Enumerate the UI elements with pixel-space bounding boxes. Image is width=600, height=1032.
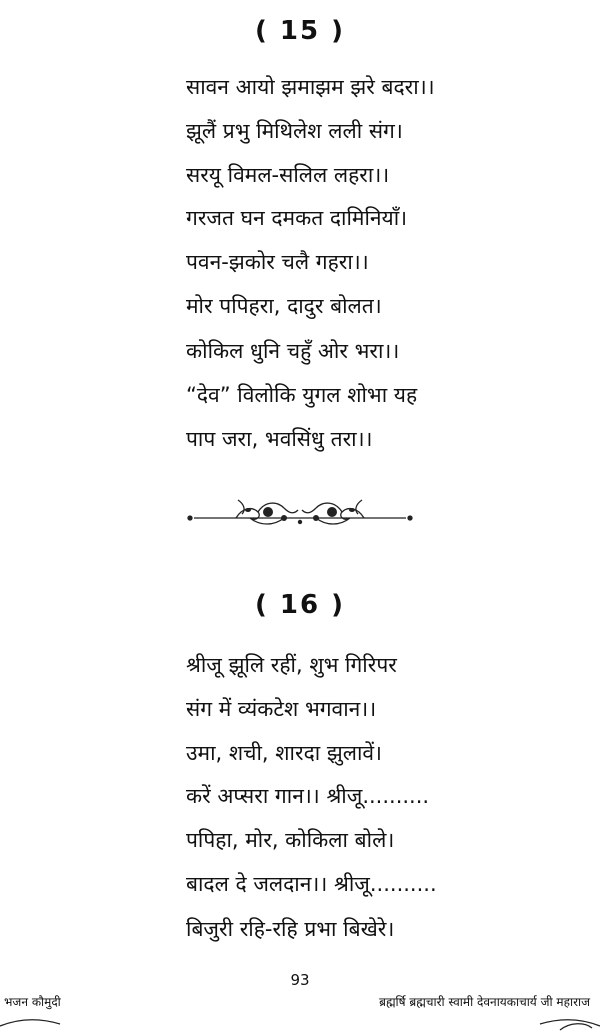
verse-line: पपिहा, मोर, कोकिला बोले। <box>186 828 395 852</box>
page-number: 93 <box>290 971 310 989</box>
verse-line: कोकिल धुनि चहुँ ओर भरा।। <box>186 339 400 363</box>
verse-line: श्रीजू झूलि रहीं, शुभ गिरिपर <box>186 653 397 677</box>
section-number-15: ( 15 ) <box>254 16 346 46</box>
verse-line: करें अप्सरा गान।। श्रीजू.......... <box>186 784 430 808</box>
verse-line: उमा, शची, शारदा झुलावें। <box>186 741 383 765</box>
verse-line: सावन आयो झमाझम झरे बदरा।। <box>186 75 435 99</box>
verse-line: गरजत घन दमकत दामिनियाँ। <box>186 206 408 230</box>
verse-line: पवन-झकोर चलै गहरा।। <box>186 250 369 274</box>
verse-line: बादल दे जलदान।। श्रीजू.......... <box>186 872 437 896</box>
verse-line: मोर पपिहरा, दादुर बोलत। <box>186 294 382 318</box>
verse-line: संग में व्यंकटेश भगवान।। <box>186 697 377 721</box>
footer-rule <box>0 1012 600 1032</box>
verse-line: बिजुरी रहि-रहि प्रभा बिखेरे। <box>186 917 395 941</box>
verse-line: पाप जरा, भवसिंधु तरा।। <box>186 427 373 451</box>
verse-line: सरयू विमल-सलिल लहरा।। <box>186 163 390 187</box>
floral-divider-icon <box>180 488 420 536</box>
verse-line: झूलैं प्रभु मिथिलेश लली संग। <box>186 119 403 143</box>
verse-line: “देव” विलोकि युगल शोभा यह <box>186 383 418 407</box>
section-number-16: ( 16 ) <box>254 590 346 620</box>
footer-author: ब्रह्मर्षि ब्रह्मचारी स्वामी देवनायकाचार्य जी महाराज <box>379 995 590 1009</box>
footer-book-title: भजन कौमुदी <box>4 995 61 1009</box>
